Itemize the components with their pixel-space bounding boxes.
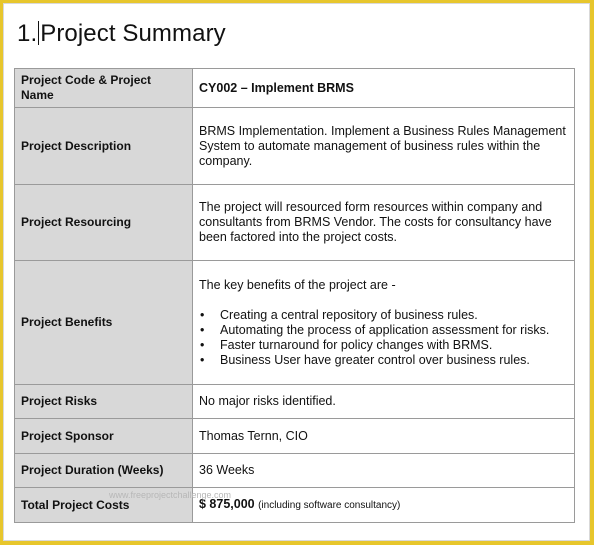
project-summary-table [14, 68, 575, 523]
row-label: Project Description [15, 108, 193, 185]
list-item: • Automating the process of application assessment for risks. [220, 323, 568, 338]
list-item: • Creating a central repository of business rules. [220, 308, 568, 323]
row-label: Total Project Costs [15, 488, 193, 523]
watermark-text: www.freeprojectchallenge.com [109, 490, 232, 500]
list-item: • Faster turnaround for policy changes with BRMS. [220, 338, 568, 353]
benefits-list [199, 308, 568, 368]
project-benefits-value [193, 261, 575, 385]
section-number: 1. [17, 20, 38, 47]
row-label: Project Sponsor [15, 419, 193, 454]
table-row [15, 419, 575, 454]
table-row [15, 261, 575, 385]
row-label: Project Duration (Weeks) [15, 454, 193, 488]
table-row [15, 385, 575, 419]
benefits-intro: The key benefits of the project are - [199, 277, 396, 292]
table-row [15, 108, 575, 185]
row-label: Project Code & Project Name [15, 69, 193, 108]
table-row [15, 488, 575, 523]
table-row [15, 185, 575, 261]
page-title [17, 20, 226, 48]
cost-note: (including software consultancy) [258, 500, 401, 511]
document-page [3, 3, 590, 541]
list-item: • Business User have greater control over business rules. [220, 353, 568, 368]
project-sponsor-value: Thomas Ternn, CIO [193, 419, 575, 454]
table-row [15, 454, 575, 488]
row-label: Project Risks [15, 385, 193, 419]
project-code-value: CY002 – Implement BRMS [193, 69, 575, 108]
row-label: Project Benefits [15, 261, 193, 385]
project-resourcing-value: The project will resourced form resources within company and consultants from BRMS Vendor. The costs for consultancy have been factored into the project costs. [193, 185, 575, 261]
project-risks-value: No major risks identified. [193, 385, 575, 419]
project-duration-value: 36 Weeks [193, 454, 575, 488]
table-row [15, 69, 575, 108]
cost-amount: $ 875,000 [199, 497, 255, 511]
section-title: Project Summary [40, 20, 226, 47]
project-costs-value [193, 488, 575, 523]
row-label: Project Resourcing [15, 185, 193, 261]
project-description-value: BRMS Implementation. Implement a Business Rules Management System to automate management of business rules within the company. [193, 108, 575, 185]
